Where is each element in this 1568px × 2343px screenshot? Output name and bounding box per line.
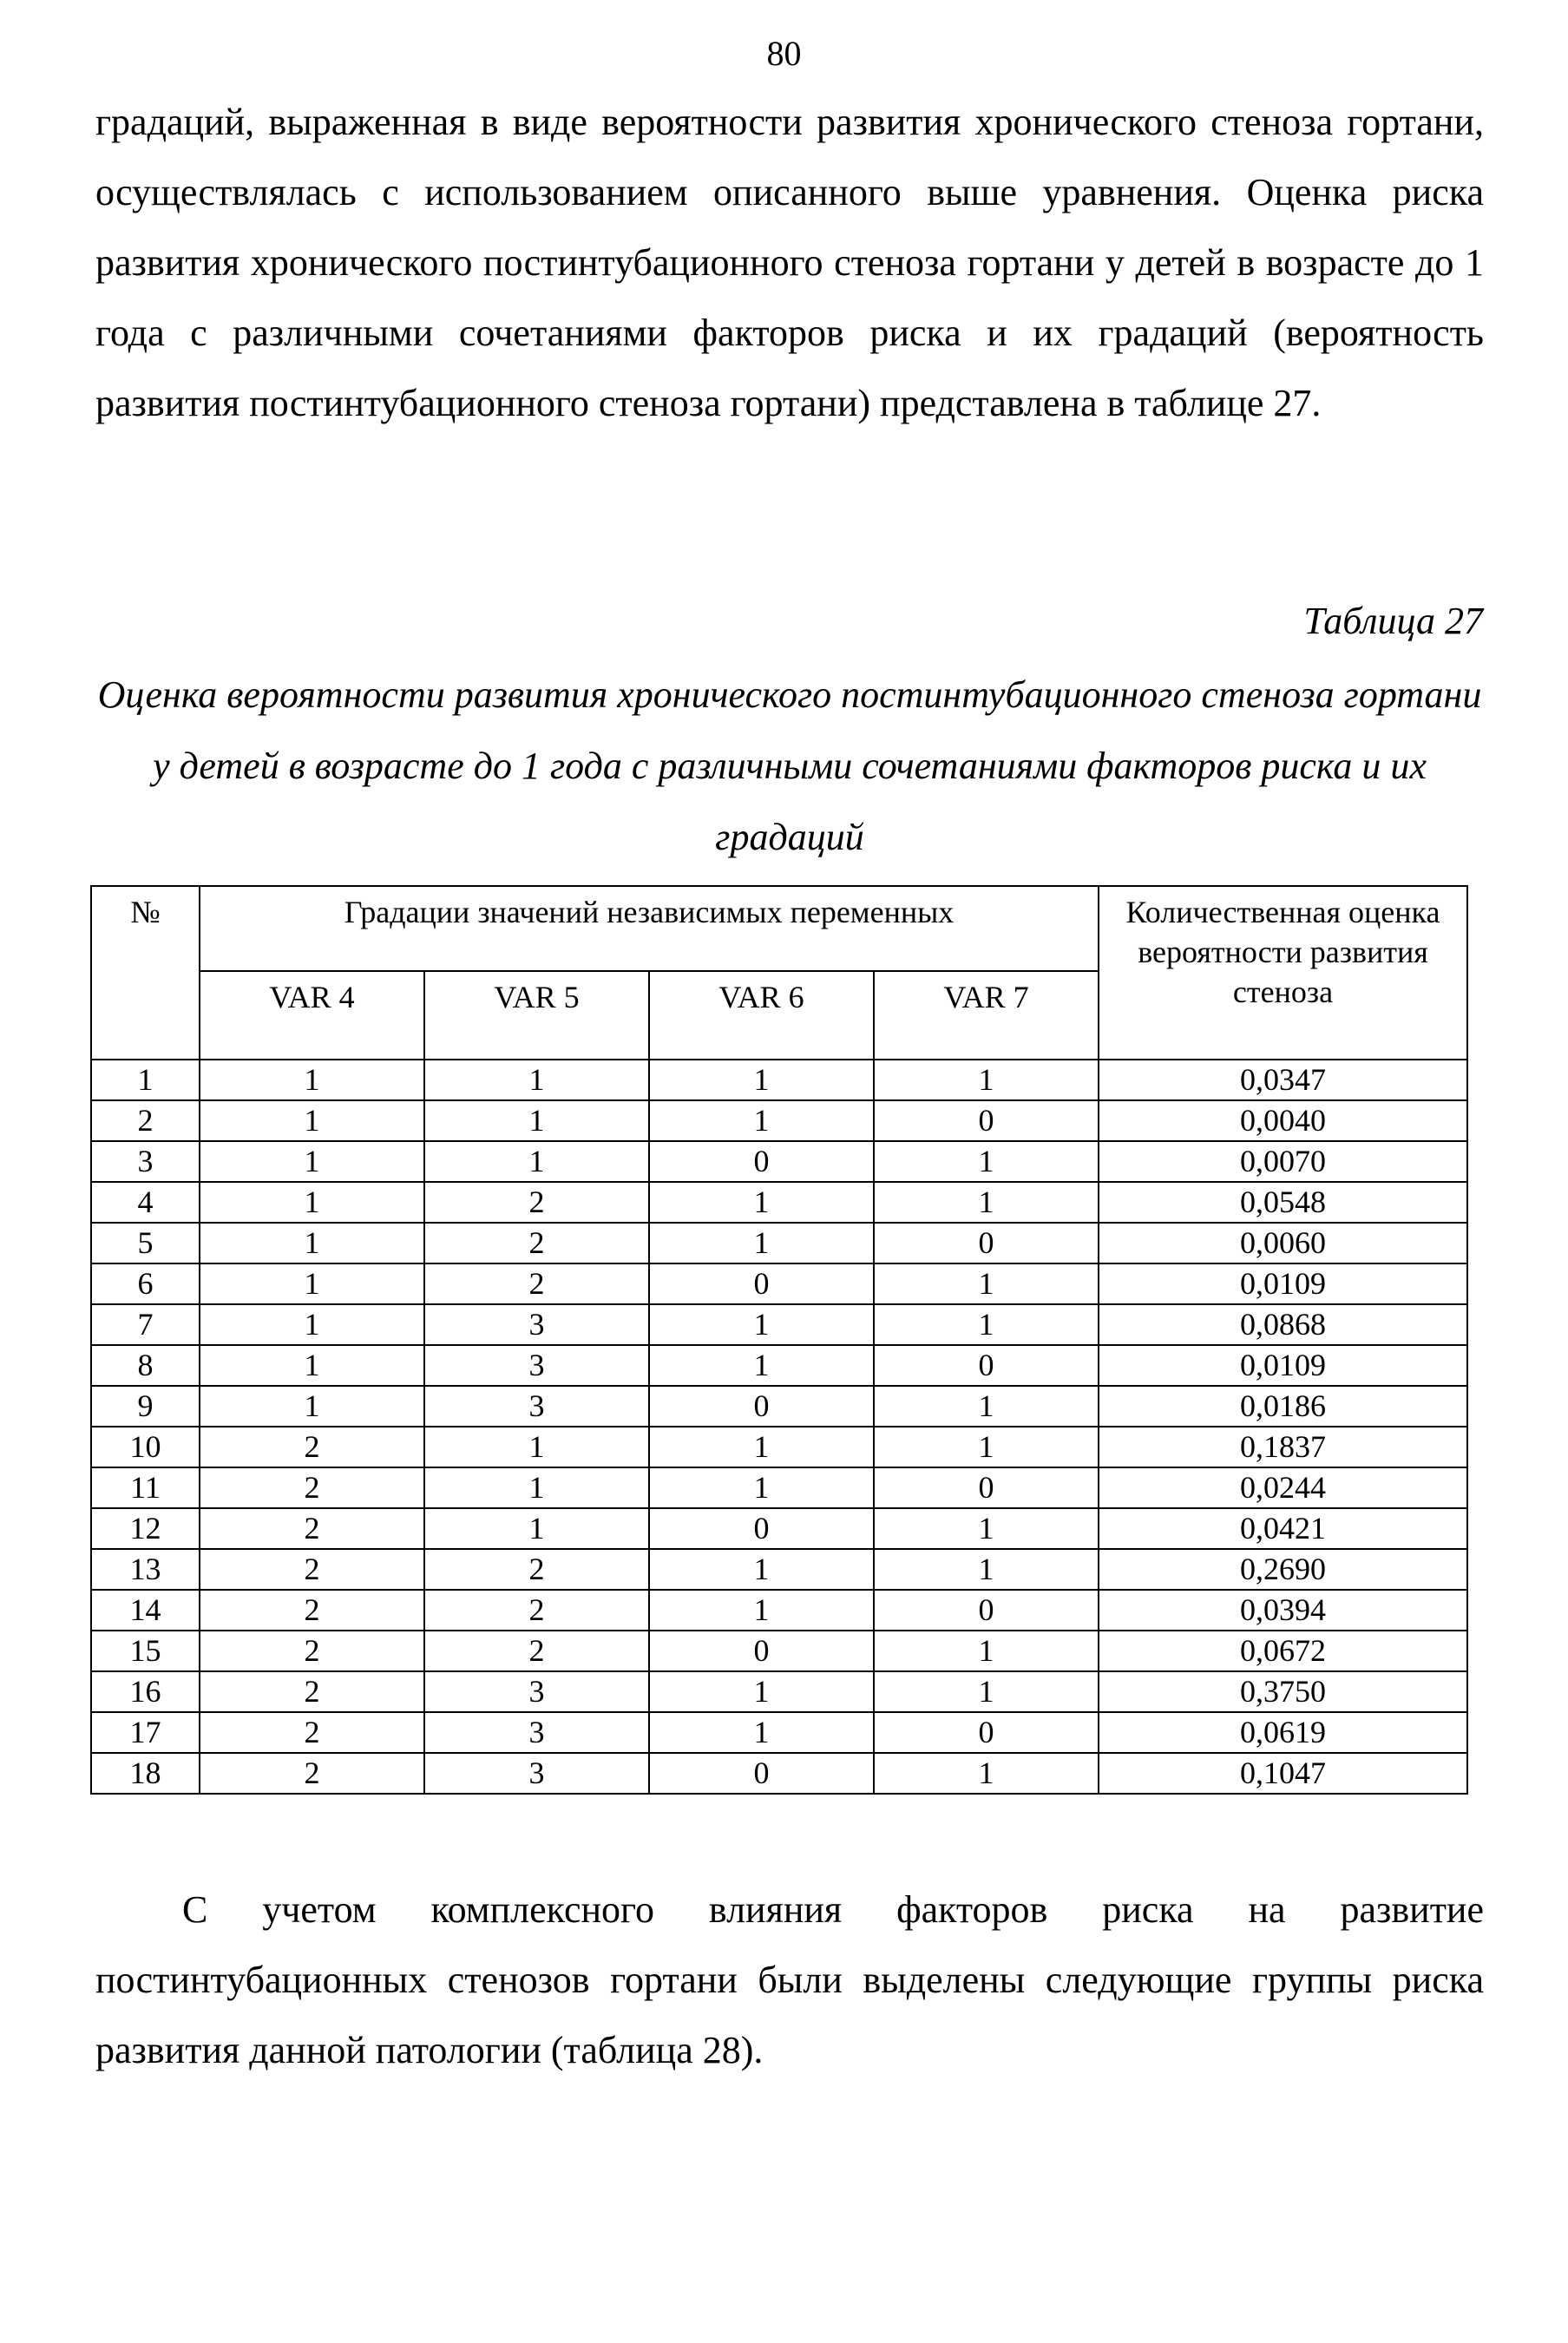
var7-value: 0 [874, 1467, 1099, 1508]
var7-value: 0 [874, 1100, 1099, 1141]
probability-value: 0,2690 [1099, 1549, 1467, 1590]
var7-value: 1 [874, 1182, 1099, 1223]
var4-value: 1 [200, 1304, 424, 1345]
probability-value: 0,3750 [1099, 1671, 1467, 1712]
row-number: 10 [91, 1427, 200, 1467]
var6-value: 1 [649, 1712, 874, 1753]
probability-value: 0,0394 [1099, 1590, 1467, 1631]
row-number: 2 [91, 1100, 200, 1141]
var5-value: 1 [424, 1467, 649, 1508]
var5-value: 2 [424, 1223, 649, 1263]
var4-value: 2 [200, 1671, 424, 1712]
table-caption: Оценка вероятности развития хронического постинтубационного стеноза гортани у детей в возрасте до 1 года с различными сочетаниями факторов риска и их градаций [97, 673, 1482, 858]
var4-value: 1 [200, 1223, 424, 1263]
row-number: 6 [91, 1263, 200, 1304]
var7-value: 1 [874, 1508, 1099, 1549]
var4-value: 2 [200, 1549, 424, 1590]
table-row [91, 1100, 1467, 1141]
var5-value: 1 [424, 1100, 649, 1141]
row-number: 7 [91, 1304, 200, 1345]
conclusion-paragraph: С учетом комплексного влияния факторов риска на развитие постинтубационных стенозов гортани были выделены следующие группы риска развития данной патологии (таблица 28). [95, 1888, 1484, 2071]
var4-value: 1 [200, 1100, 424, 1141]
var5-value: 1 [424, 1508, 649, 1549]
row-number: 4 [91, 1182, 200, 1223]
var6-value: 1 [649, 1427, 874, 1467]
var7-value: 1 [874, 1304, 1099, 1345]
probability-value: 0,0060 [1099, 1223, 1467, 1263]
var6-value: 0 [649, 1386, 874, 1427]
row-number: 15 [91, 1631, 200, 1671]
var6-value: 1 [649, 1100, 874, 1141]
var5-value: 3 [424, 1345, 649, 1386]
var6-value: 0 [649, 1263, 874, 1304]
row-number: 14 [91, 1590, 200, 1631]
table-row [91, 1386, 1467, 1427]
var4-value: 2 [200, 1631, 424, 1671]
risk-table [90, 885, 1468, 1795]
probability-value: 0,1837 [1099, 1427, 1467, 1467]
page-number: 80 [766, 34, 802, 73]
var4-value: 1 [200, 1141, 424, 1182]
var7-value: 1 [874, 1631, 1099, 1671]
var5-value: 3 [424, 1671, 649, 1712]
row-number: 16 [91, 1671, 200, 1712]
var6-value: 1 [649, 1182, 874, 1223]
probability-value: 0,0186 [1099, 1386, 1467, 1427]
var4-value: 2 [200, 1590, 424, 1631]
header-var5: VAR 5 [424, 971, 649, 1060]
probability-value: 0,0619 [1099, 1712, 1467, 1753]
header-number: № [91, 886, 200, 1060]
table-row [91, 1631, 1467, 1671]
table-row [91, 1304, 1467, 1345]
var7-value: 0 [874, 1223, 1099, 1263]
var5-value: 2 [424, 1590, 649, 1631]
var6-value: 1 [649, 1304, 874, 1345]
var5-value: 3 [424, 1386, 649, 1427]
table-row [91, 1427, 1467, 1467]
table-row [91, 1345, 1467, 1386]
header-probability: Количественная оценка вероятности развития стеноза [1099, 886, 1467, 1060]
var6-value: 1 [649, 1345, 874, 1386]
var5-value: 2 [424, 1631, 649, 1671]
var4-value: 1 [200, 1345, 424, 1386]
table-row [91, 1590, 1467, 1631]
row-number: 1 [91, 1060, 200, 1100]
var4-value: 2 [200, 1712, 424, 1753]
table-row [91, 1141, 1467, 1182]
row-number: 3 [91, 1141, 200, 1182]
probability-value: 0,0070 [1099, 1141, 1467, 1182]
var4-value: 1 [200, 1263, 424, 1304]
probability-value: 0,0347 [1099, 1060, 1467, 1100]
var4-value: 1 [200, 1386, 424, 1427]
table-row [91, 1223, 1467, 1263]
table-row [91, 1508, 1467, 1549]
var4-value: 2 [200, 1427, 424, 1467]
var7-value: 0 [874, 1590, 1099, 1631]
row-number: 13 [91, 1549, 200, 1590]
var7-value: 1 [874, 1386, 1099, 1427]
probability-value: 0,0868 [1099, 1304, 1467, 1345]
var5-value: 3 [424, 1304, 649, 1345]
intro-paragraph: градаций, выраженная в виде вероятности развития хронического стеноза гортани, осуществлялась с использованием описанного выше уравнения. Оценка риска развития хронического постинтубационного стеноза гортани у детей в возрасте до 1 года с различными сочетаниями факторов риска и их градаций (вероятность развития постинтубационного стеноза гортани) представлена в таблице 27. [95, 101, 1484, 424]
var6-value: 1 [649, 1223, 874, 1263]
probability-value: 0,1047 [1099, 1753, 1467, 1794]
row-number: 18 [91, 1753, 200, 1794]
probability-value: 0,0109 [1099, 1345, 1467, 1386]
var5-value: 2 [424, 1549, 649, 1590]
var4-value: 2 [200, 1753, 424, 1794]
header-variables-group: Градации значений независимых переменных [200, 886, 1099, 971]
table-row [91, 1712, 1467, 1753]
probability-value: 0,0672 [1099, 1631, 1467, 1671]
var7-value: 1 [874, 1263, 1099, 1304]
probability-value: 0,0548 [1099, 1182, 1467, 1223]
var7-value: 1 [874, 1141, 1099, 1182]
table-row [91, 1549, 1467, 1590]
var4-value: 1 [200, 1182, 424, 1223]
var5-value: 1 [424, 1427, 649, 1467]
var7-value: 1 [874, 1060, 1099, 1100]
var4-value: 2 [200, 1508, 424, 1549]
table-row [91, 1182, 1467, 1223]
table-row [91, 1671, 1467, 1712]
var5-value: 2 [424, 1182, 649, 1223]
var6-value: 0 [649, 1631, 874, 1671]
header-var6: VAR 6 [649, 971, 874, 1060]
var5-value: 3 [424, 1753, 649, 1794]
header-var4: VAR 4 [200, 971, 424, 1060]
var6-value: 1 [649, 1060, 874, 1100]
var6-value: 0 [649, 1753, 874, 1794]
var7-value: 0 [874, 1345, 1099, 1386]
var6-value: 0 [649, 1141, 874, 1182]
row-number: 11 [91, 1467, 200, 1508]
row-number: 8 [91, 1345, 200, 1386]
var7-value: 1 [874, 1427, 1099, 1467]
var7-value: 0 [874, 1712, 1099, 1753]
table-row [91, 1060, 1467, 1100]
var5-value: 1 [424, 1060, 649, 1100]
var5-value: 3 [424, 1712, 649, 1753]
var6-value: 1 [649, 1549, 874, 1590]
var6-value: 1 [649, 1467, 874, 1508]
var7-value: 1 [874, 1671, 1099, 1712]
row-number: 5 [91, 1223, 200, 1263]
table-row [91, 1467, 1467, 1508]
probability-value: 0,0040 [1099, 1100, 1467, 1141]
table-row [91, 1263, 1467, 1304]
table-label: Таблица 27 [1303, 600, 1483, 642]
var6-value: 0 [649, 1508, 874, 1549]
var5-value: 1 [424, 1141, 649, 1182]
probability-value: 0,0244 [1099, 1467, 1467, 1508]
probability-value: 0,0109 [1099, 1263, 1467, 1304]
table-row [91, 1753, 1467, 1794]
var7-value: 1 [874, 1753, 1099, 1794]
var7-value: 1 [874, 1549, 1099, 1590]
row-number: 9 [91, 1386, 200, 1427]
var6-value: 1 [649, 1671, 874, 1712]
var4-value: 1 [200, 1060, 424, 1100]
row-number: 12 [91, 1508, 200, 1549]
var4-value: 2 [200, 1467, 424, 1508]
probability-value: 0,0421 [1099, 1508, 1467, 1549]
var6-value: 1 [649, 1590, 874, 1631]
table-body [91, 1060, 1467, 1794]
var5-value: 2 [424, 1263, 649, 1304]
header-var7: VAR 7 [874, 971, 1099, 1060]
row-number: 17 [91, 1712, 200, 1753]
